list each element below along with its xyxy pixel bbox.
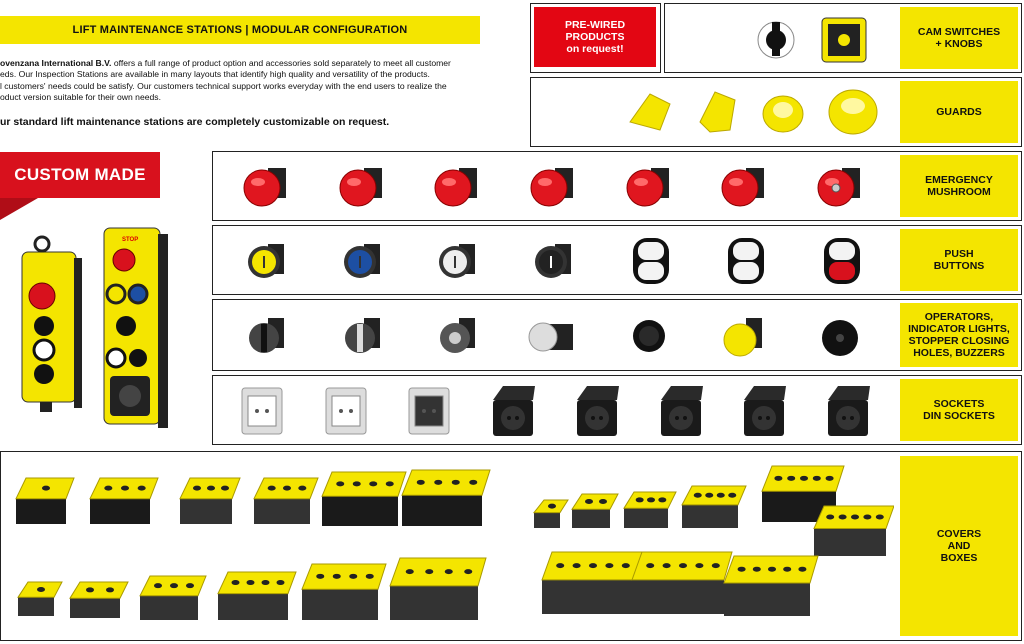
socket-products bbox=[220, 379, 890, 441]
enclosure-box-icon bbox=[180, 478, 240, 524]
category-label-line: MUSHROOM bbox=[927, 186, 991, 198]
enclosure-box-icon bbox=[322, 472, 406, 526]
category-label-line: COVERS bbox=[936, 528, 982, 540]
selector-switch-icon bbox=[334, 306, 394, 364]
enclosure-box-icon bbox=[542, 552, 642, 614]
emergency-mushroom-icon bbox=[621, 158, 681, 214]
din-socket-icon bbox=[734, 382, 794, 438]
push-button-icon bbox=[525, 232, 585, 288]
enclosure-box-icon bbox=[572, 494, 618, 528]
emergency-mushroom-icon bbox=[716, 158, 776, 214]
station-stop-label: STOP bbox=[122, 237, 139, 243]
prewired-badge bbox=[534, 7, 656, 67]
intro-subheading: ur standard lift maintenance stations are completely customizable on request. bbox=[0, 116, 390, 128]
key-switch-icon bbox=[429, 306, 489, 364]
selector-switch-icon bbox=[238, 306, 298, 364]
category-label-line: AND bbox=[947, 540, 971, 552]
covers-boxes-products bbox=[4, 456, 894, 636]
buzzer-icon bbox=[812, 306, 872, 364]
socket-icon bbox=[232, 382, 292, 438]
enclosure-box-icon bbox=[632, 552, 732, 614]
enclosure-box-icon bbox=[302, 564, 386, 620]
intro-line-text: offers a full range of product option and accessories sold separately to meet all customer bbox=[111, 58, 451, 68]
din-socket-icon bbox=[483, 382, 543, 438]
push-button-icon bbox=[334, 232, 394, 288]
emergency-mushroom-icon bbox=[238, 158, 298, 214]
enclosure-box-icon bbox=[140, 576, 206, 620]
enclosure-box-icon bbox=[624, 492, 676, 528]
enclosure-box-icon bbox=[90, 478, 158, 524]
push-button-products bbox=[220, 229, 890, 291]
prewired-line-3: on request! bbox=[566, 43, 624, 55]
cam-switch-products bbox=[750, 8, 880, 68]
category-label-emergency bbox=[900, 155, 1018, 217]
category-label-operators bbox=[900, 303, 1018, 367]
din-socket-icon bbox=[818, 382, 878, 438]
emergency-mushroom-icon bbox=[429, 158, 489, 214]
category-label-line: PUSH bbox=[944, 248, 974, 260]
enclosure-box-icon bbox=[16, 478, 74, 524]
enclosure-box-icon bbox=[402, 470, 490, 526]
emergency-products bbox=[220, 155, 890, 217]
custom-made-badge: CUSTOM MADE bbox=[0, 152, 160, 198]
operator-products bbox=[220, 303, 890, 367]
enclosure-box-icon bbox=[18, 582, 62, 616]
category-label-cam bbox=[900, 7, 1018, 69]
prewired-line-1: PRE-WIRED bbox=[564, 19, 626, 31]
stopper-icon bbox=[621, 306, 681, 364]
push-button-icon bbox=[716, 232, 776, 288]
socket-icon bbox=[399, 382, 459, 438]
enclosure-box-icon bbox=[814, 506, 894, 556]
socket-icon bbox=[316, 382, 376, 438]
emergency-mushroom-icon bbox=[812, 158, 872, 214]
enclosure-box-icon bbox=[70, 582, 128, 618]
intro-text bbox=[0, 58, 486, 103]
intro-line bbox=[0, 92, 486, 103]
enclosure-box-icon bbox=[682, 486, 746, 528]
category-label-line: SOCKETS bbox=[933, 398, 985, 410]
push-button-icon bbox=[621, 232, 681, 288]
category-label-line: STOPPER CLOSING bbox=[908, 335, 1010, 347]
enclosure-box-icon bbox=[724, 556, 818, 616]
emergency-mushroom-icon bbox=[525, 158, 585, 214]
enclosure-box-icon bbox=[254, 478, 318, 524]
intro-line-text: oduct version suitable for their own needs. bbox=[0, 91, 161, 102]
push-button-icon bbox=[429, 232, 489, 288]
intro-line bbox=[0, 58, 486, 69]
category-label-covers bbox=[900, 456, 1018, 636]
category-label-line: OPERATORS, bbox=[924, 311, 994, 323]
category-label-line: HOLES, BUZZERS bbox=[913, 347, 1005, 359]
intro-line-text: eds. Our Inspection Stations are available in many layouts that identify high quality and versatility of the products. bbox=[0, 69, 430, 80]
enclosure-box-icon bbox=[218, 572, 296, 620]
push-button-icon bbox=[238, 232, 298, 288]
category-label-push bbox=[900, 229, 1018, 291]
badge-ribbon-tail bbox=[0, 198, 38, 220]
din-socket-icon bbox=[567, 382, 627, 438]
category-label-line: + KNOBS bbox=[935, 38, 983, 50]
push-button-icon bbox=[812, 232, 872, 288]
din-socket-icon bbox=[651, 382, 711, 438]
intro-line-text: l customers' needs could be satisfy. Our customers technical support works everyday with the end users to realize the bbox=[0, 80, 447, 91]
company-name: ovenzana International B.V. bbox=[0, 58, 112, 68]
category-label-line: BUTTONS bbox=[933, 260, 985, 272]
category-label-guards bbox=[900, 81, 1018, 143]
category-label-line: INDICATOR LIGHTS, bbox=[908, 323, 1010, 335]
emergency-mushroom-icon bbox=[334, 158, 394, 214]
intro-line bbox=[0, 69, 486, 80]
enclosure-box-icon bbox=[534, 500, 568, 528]
indicator-light-icon bbox=[525, 306, 585, 364]
intro-line bbox=[0, 81, 486, 92]
category-label-sockets bbox=[900, 379, 1018, 441]
stopper-closing-hole-icon bbox=[716, 306, 776, 364]
guard-products bbox=[620, 82, 890, 142]
enclosure-box-icon bbox=[390, 558, 486, 620]
category-label-line: DIN SOCKETS bbox=[923, 410, 995, 422]
category-label-line: CAM SWITCHES bbox=[917, 26, 1001, 38]
lift-station-illustration bbox=[0, 222, 210, 428]
page-banner: LIFT MAINTENANCE STATIONS | MODULAR CONFIGURATION bbox=[0, 16, 480, 44]
prewired-line-2: PRODUCTS bbox=[565, 31, 625, 43]
category-label-line: BOXES bbox=[940, 552, 978, 564]
category-label-line: GUARDS bbox=[936, 106, 982, 118]
category-label-line: EMERGENCY bbox=[925, 174, 993, 186]
